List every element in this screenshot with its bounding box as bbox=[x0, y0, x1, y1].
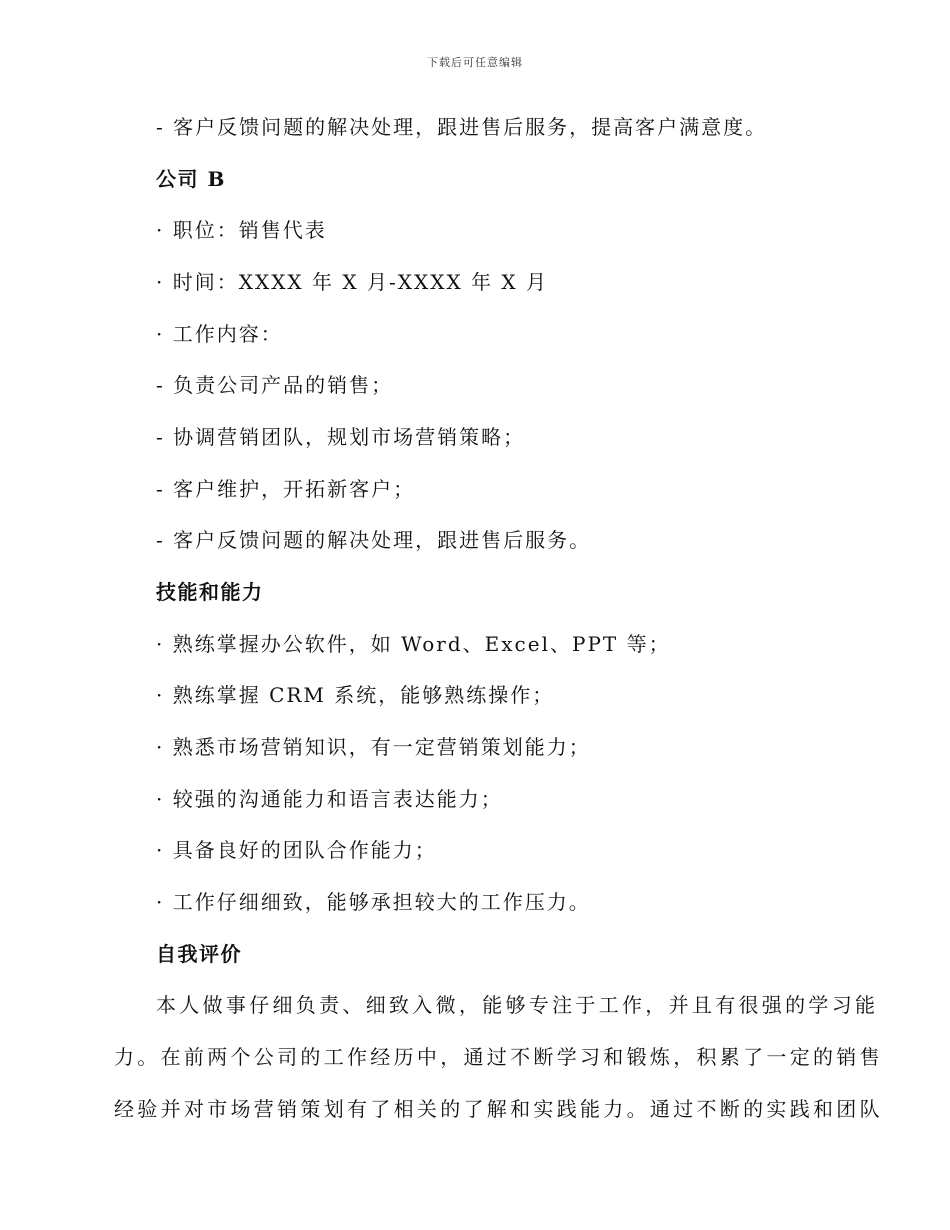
skill-diligence: · 工作仔细细致，能够承担较大的工作压力。 bbox=[156, 890, 591, 914]
self-evaluation-line-3: 经验并对市场营销策划有了相关的了解和实践能力。通过不断的实践和团队 bbox=[114, 1097, 883, 1121]
company-b-duties-label: · 工作内容： bbox=[156, 322, 283, 346]
company-b-duty-feedback: - 客户反馈问题的解决处理，跟进售后服务。 bbox=[156, 528, 592, 552]
skill-marketing: · 熟悉市场营销知识，有一定营销策划能力； bbox=[156, 735, 591, 759]
company-b-duty-sales: - 负责公司产品的销售； bbox=[156, 373, 394, 397]
company-b-duty-marketing: - 协调营销团队，规划市场营销策略； bbox=[156, 425, 526, 449]
company-b-position: · 职位：销售代表 bbox=[156, 218, 327, 242]
header-note: 下载后可任意编辑 bbox=[427, 56, 523, 69]
company-a-duty-feedback: - 客户反馈问题的解决处理，跟进售后服务，提高客户满意度。 bbox=[156, 115, 768, 139]
company-b-duty-clients: - 客户维护，开拓新客户； bbox=[156, 477, 416, 501]
skill-crm: · 熟练掌握 CRM 系统，能够熟练操作； bbox=[156, 683, 555, 707]
skill-communication: · 较强的沟通能力和语言表达能力； bbox=[156, 787, 503, 811]
skills-heading: 技能和能力 bbox=[156, 580, 264, 604]
self-evaluation-line-1: 本人做事仔细负责、细致入微，能够专注于工作，并且有很强的学习能 bbox=[156, 993, 879, 1017]
company-b-period: · 时间：XXXX 年 X 月-XXXX 年 X 月 bbox=[156, 270, 548, 294]
skill-teamwork: · 具备良好的团队合作能力； bbox=[156, 838, 437, 862]
self-evaluation-heading: 自我评价 bbox=[156, 942, 242, 966]
skill-office: · 熟练掌握办公软件，如 Word、Excel、PPT 等； bbox=[156, 632, 671, 656]
company-b-heading: 公司 B bbox=[156, 167, 226, 191]
self-evaluation-line-2: 力。在前两个公司的工作经历中，通过不断学习和锻炼，积累了一定的销售 bbox=[114, 1045, 883, 1069]
